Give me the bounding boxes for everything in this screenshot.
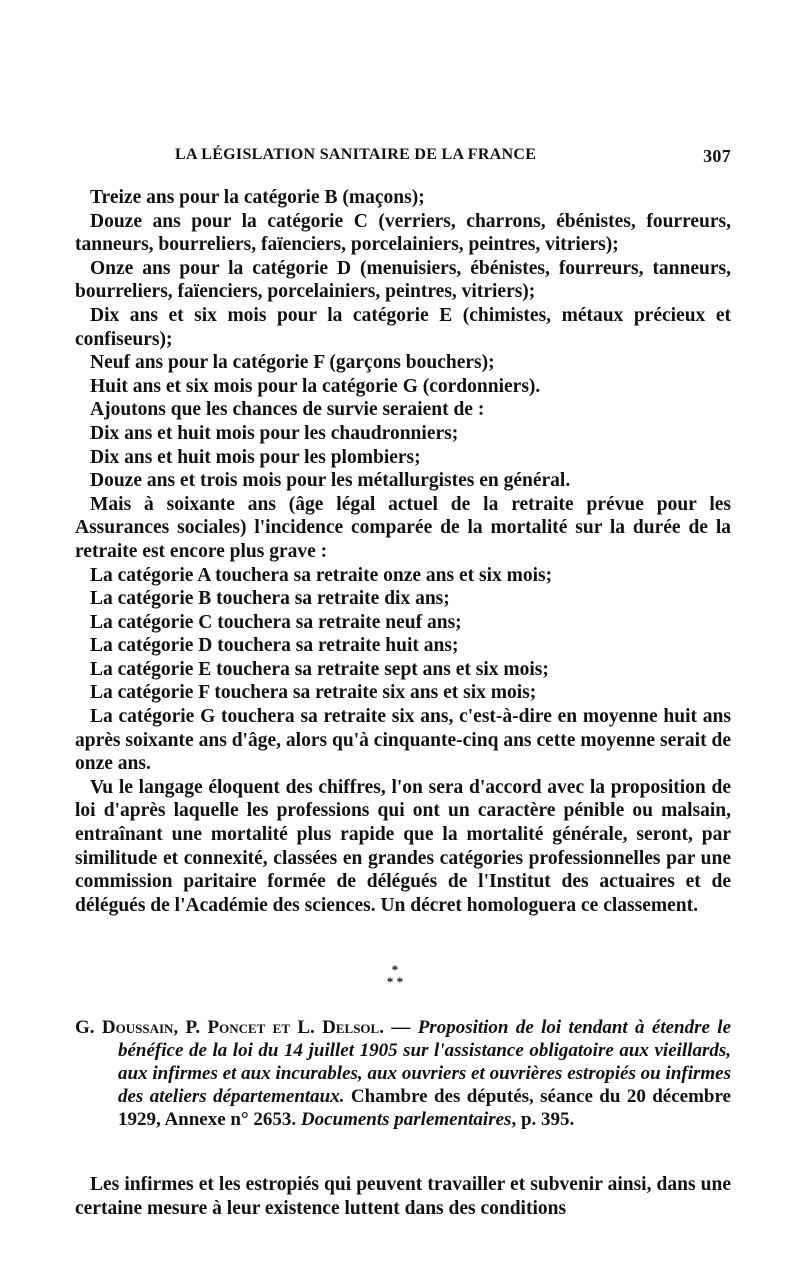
separator-bottom-stars: * * <box>386 974 404 989</box>
page-number: 307 <box>703 146 731 166</box>
paragraph: Dix ans et huit mois pour les chaudronniers; <box>90 422 459 444</box>
paragraph: La catégorie G touchera sa retraite six ans, c'est-à-dire en moyenne huit ans après soixante ans d'âge, alors qu'à cinquante-cinq ans cette moyenne serait de onze ans. <box>75 706 731 775</box>
paragraph: La catégorie E touchera sa retraite sept ans et six mois; <box>90 658 549 680</box>
reference-page: , p. 395. <box>511 1109 575 1130</box>
reference-authors: G. Doussain, P. Poncet et L. Delsol. <box>75 1017 384 1038</box>
reference-source: Documents parlementaires <box>300 1109 512 1130</box>
paragraph: Dix ans et huit mois pour les plombiers; <box>90 446 421 468</box>
reference-entry <box>75 1016 731 1131</box>
reference-dash: — <box>383 1017 418 1038</box>
paragraph: Douze ans pour la catégorie C (verriers, charrons, ébénistes, fourreurs, tanneurs, bourreliers, faïenciers, porcelainiers, peintres, vitriers); <box>75 210 731 256</box>
paragraph: La catégorie B touchera sa retraite dix ans; <box>90 588 450 610</box>
paragraph: Douze ans et trois mois pour les métallurgistes en général. <box>90 470 571 492</box>
paragraph: Ajoutons que les chances de survie seraient de : <box>90 399 485 421</box>
main-text <box>75 186 731 917</box>
paragraph: La catégorie C touchera sa retraite neuf ans; <box>90 611 462 633</box>
paragraph: La catégorie D touchera sa retraite huit ans; <box>90 635 459 657</box>
paragraph: La catégorie F touchera sa retraite six ans et six mois; <box>90 682 537 704</box>
paragraph: Neuf ans pour la catégorie F (garçons bouchers); <box>90 352 495 374</box>
paragraph: Vu le langage éloquent des chiffres, l'on sera d'accord avec la proposition de loi d'après laquelle les professions qui ont un caractère pénible ou malsain, entraînant une mortalité plus rapide que la mortalité générale, seront, par similitude et connexité, classées en grandes catégories professionnelles par une commission paritaire formée de délégués de l'Institut des actuaires et de délégués de l'Académie des sciences. Un décret homologuera ce classement. <box>75 776 731 916</box>
paragraph: Les infirmes et les estropiés qui peuvent travailler et subvenir ainsi, dans une certaine mesure à leur existence luttent dans des conditions <box>75 1174 731 1219</box>
paragraph: Huit ans et six mois pour la catégorie G (cordonniers). <box>90 375 541 397</box>
reference-details: Chambre des députés, séance du 20 décembre 1929, Annexe n° 2653. <box>118 1086 731 1130</box>
section-separator <box>380 964 410 988</box>
header-title: LA LÉGISLATION SANITAIRE DE LA FRANCE <box>175 146 537 163</box>
paragraph: La catégorie A touchera sa retraite onze ans et six mois; <box>90 564 553 586</box>
reference-title: Proposition de loi tendant à étendre le bénéfice de la loi du 14 juillet 1905 sur l'assistance obligatoire aux vieillards, aux infirmes et aux incurables, aux ouvriers et ouvrières estropiés ou infirmes des ateliers départementaux. <box>118 1017 732 1107</box>
paragraph: Mais à soixante ans (âge légal actuel de la retraite prévue pour les Assurances sociales) l'incidence comparée de la mortalité sur la durée de la retraite est encore plus grave : <box>75 493 731 562</box>
closing-text <box>75 1173 731 1221</box>
paragraph: Dix ans et six mois pour la catégorie E (chimistes, métaux précieux et confiseurs); <box>75 304 731 350</box>
paragraph: Onze ans pour la catégorie D (menuisiers, ébénistes, fourreurs, tanneurs, bourreliers, faïenciers, porcelainiers, peintres, vitriers); <box>75 257 731 303</box>
separator-top-star: * <box>391 962 399 977</box>
paragraph: Treize ans pour la catégorie B (maçons); <box>90 187 425 208</box>
bibliographic-reference <box>75 1016 731 1131</box>
